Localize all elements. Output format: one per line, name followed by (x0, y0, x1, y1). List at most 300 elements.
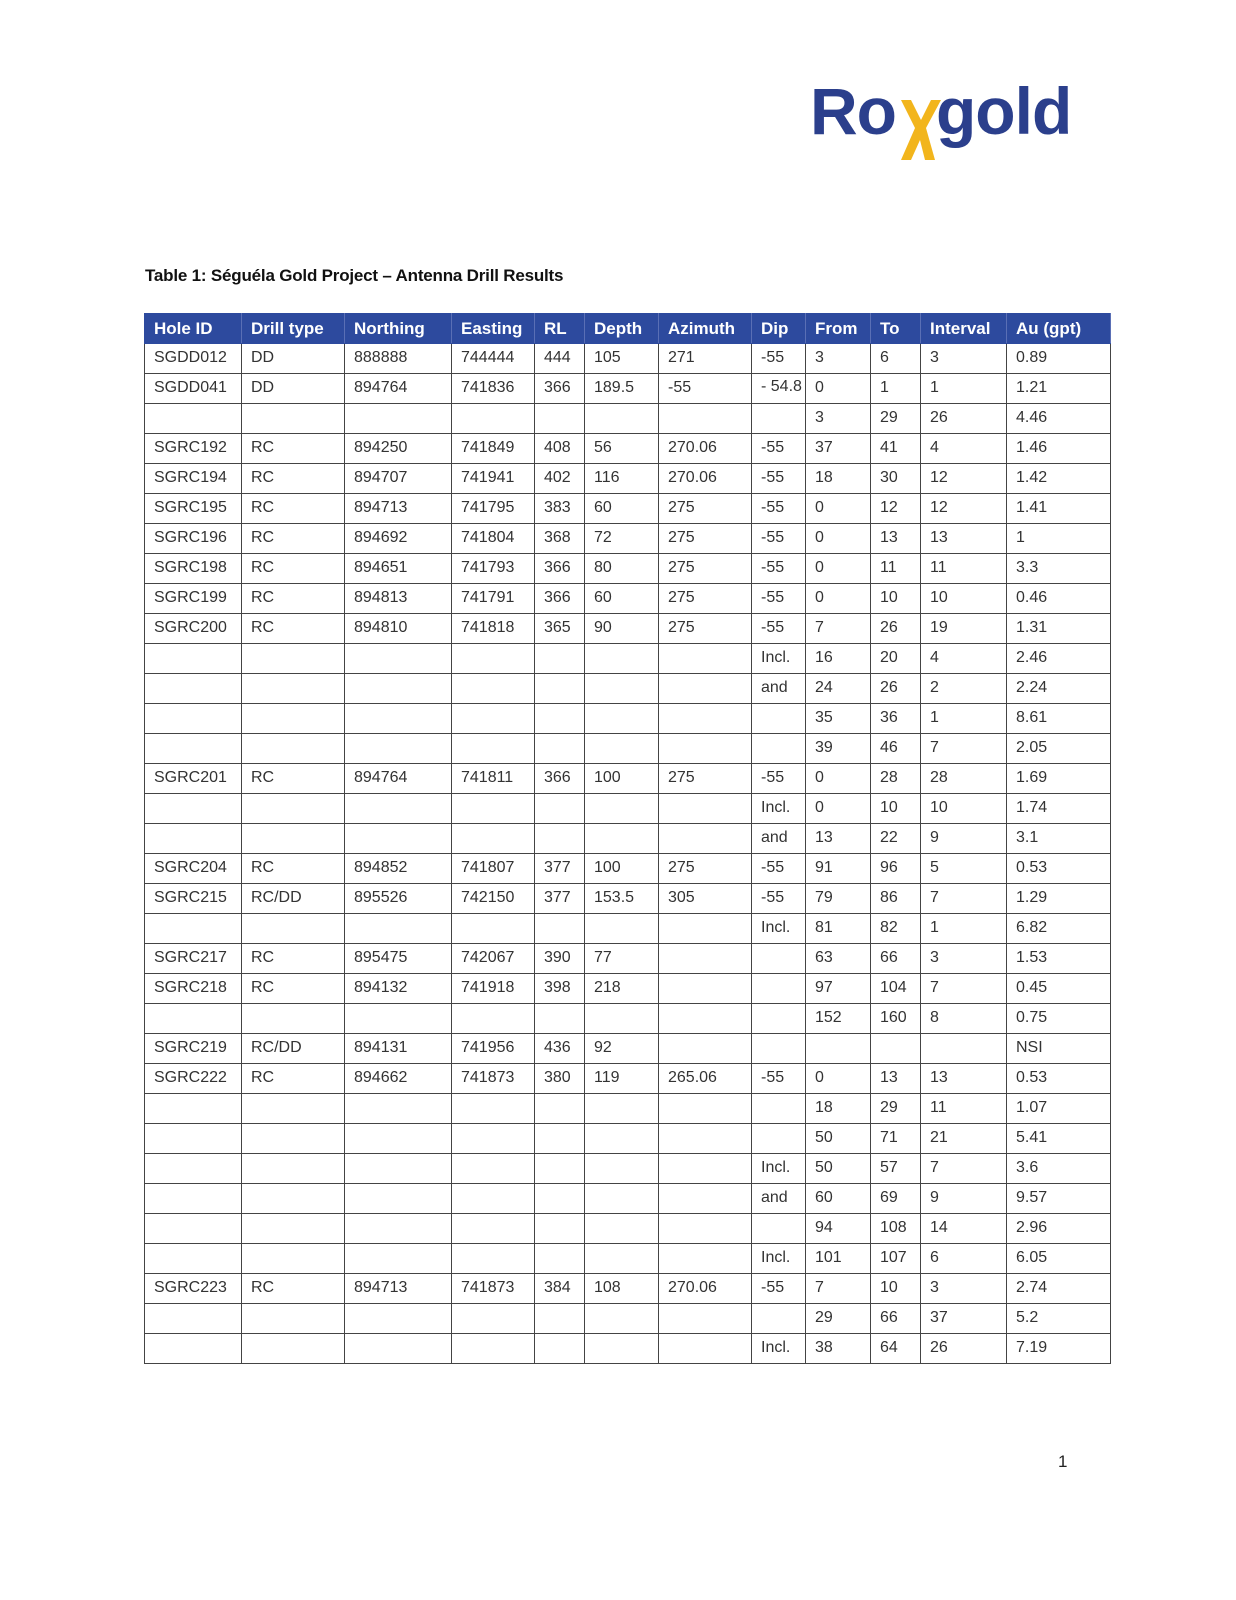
cell-au-gpt: 1.42 (1007, 464, 1111, 494)
cell-drill-type: RC (242, 1274, 345, 1304)
cell-drill-type: RC (242, 1064, 345, 1094)
cell-hole-id (145, 1094, 242, 1124)
cell-rl (535, 794, 585, 824)
cell-depth (585, 1124, 659, 1154)
cell-to: 10 (871, 794, 921, 824)
cell-drill-type: RC (242, 764, 345, 794)
cell-hole-id (145, 1214, 242, 1244)
cell-dip: Incl. (752, 644, 806, 674)
roxgold-logo (810, 72, 1080, 162)
cell-drill-type: RC (242, 554, 345, 584)
cell-from: 7 (806, 1274, 871, 1304)
cell-drill-type: RC (242, 434, 345, 464)
cell-depth: 218 (585, 974, 659, 1004)
cell-northing: 894707 (345, 464, 452, 494)
table-row (145, 554, 1111, 584)
cell-easting: 742150 (452, 884, 535, 914)
cell-to: 26 (871, 674, 921, 704)
header-to: To (871, 314, 921, 344)
cell-azimuth (659, 674, 752, 704)
cell-dip: -55 (752, 1274, 806, 1304)
cell-depth (585, 1004, 659, 1034)
cell-easting: 741811 (452, 764, 535, 794)
cell-dip: -55 (752, 554, 806, 584)
cell-rl (535, 1304, 585, 1334)
table-row (145, 1124, 1111, 1154)
cell-drill-type (242, 734, 345, 764)
cell-azimuth (659, 944, 752, 974)
cell-drill-type: RC (242, 944, 345, 974)
cell-depth: 60 (585, 494, 659, 524)
cell-interval: 28 (921, 764, 1007, 794)
table-row (145, 674, 1111, 704)
cell-depth (585, 1094, 659, 1124)
cell-to: 66 (871, 1304, 921, 1334)
cell-northing (345, 1244, 452, 1274)
table-row (145, 464, 1111, 494)
cell-northing (345, 1094, 452, 1124)
cell-easting (452, 704, 535, 734)
cell-from: 60 (806, 1184, 871, 1214)
cell-easting: 744444 (452, 344, 535, 374)
cell-drill-type (242, 1214, 345, 1244)
cell-interval: 12 (921, 494, 1007, 524)
cell-au-gpt: 2.46 (1007, 644, 1111, 674)
cell-to: 71 (871, 1124, 921, 1154)
cell-interval: 26 (921, 1334, 1007, 1364)
cell-from: 18 (806, 464, 871, 494)
cell-depth: 189.5 (585, 374, 659, 404)
cell-drill-type: DD (242, 374, 345, 404)
table-row (145, 704, 1111, 734)
cell-au-gpt: 8.61 (1007, 704, 1111, 734)
cell-to: 12 (871, 494, 921, 524)
cell-rl (535, 1214, 585, 1244)
cell-rl (535, 404, 585, 434)
cell-rl (535, 1154, 585, 1184)
table-row (145, 404, 1111, 434)
cell-from: 101 (806, 1244, 871, 1274)
cell-northing: 895475 (345, 944, 452, 974)
cell-azimuth (659, 1334, 752, 1364)
cell-northing (345, 404, 452, 434)
cell-interval: 37 (921, 1304, 1007, 1334)
cell-hole-id: SGDD012 (145, 344, 242, 374)
table-row (145, 1304, 1111, 1334)
header-drill-type: Drill type (242, 314, 345, 344)
cell-dip (752, 944, 806, 974)
cell-interval: 4 (921, 434, 1007, 464)
cell-depth: 80 (585, 554, 659, 584)
cell-northing: 894662 (345, 1064, 452, 1094)
cell-easting (452, 1244, 535, 1274)
cell-au-gpt: 0.89 (1007, 344, 1111, 374)
cell-interval: 1 (921, 374, 1007, 404)
table-header (145, 314, 1111, 344)
cell-northing: 894764 (345, 764, 452, 794)
cell-northing (345, 824, 452, 854)
cell-easting: 741849 (452, 434, 535, 464)
table-row (145, 1244, 1111, 1274)
cell-rl (535, 1094, 585, 1124)
cell-azimuth (659, 1154, 752, 1184)
cell-depth (585, 734, 659, 764)
cell-from: 0 (806, 794, 871, 824)
cell-easting: 741795 (452, 494, 535, 524)
cell-azimuth (659, 1214, 752, 1244)
cell-depth: 153.5 (585, 884, 659, 914)
cell-interval: 19 (921, 614, 1007, 644)
table-row (145, 914, 1111, 944)
cell-interval: 10 (921, 584, 1007, 614)
logo-x-mark-icon (899, 82, 943, 162)
cell-drill-type (242, 794, 345, 824)
cell-hole-id (145, 1124, 242, 1154)
table-row (145, 1094, 1111, 1124)
cell-hole-id (145, 644, 242, 674)
cell-au-gpt: 5.2 (1007, 1304, 1111, 1334)
cell-from: 0 (806, 494, 871, 524)
cell-easting: 742067 (452, 944, 535, 974)
cell-to (871, 1034, 921, 1064)
cell-dip: - 54.8 (752, 374, 806, 404)
cell-drill-type (242, 674, 345, 704)
cell-from: 50 (806, 1124, 871, 1154)
cell-au-gpt: 4.46 (1007, 404, 1111, 434)
cell-from: 38 (806, 1334, 871, 1364)
cell-easting (452, 1154, 535, 1184)
cell-dip (752, 1304, 806, 1334)
cell-au-gpt: 0.75 (1007, 1004, 1111, 1034)
cell-interval: 3 (921, 944, 1007, 974)
cell-dip: and (752, 824, 806, 854)
cell-easting: 741804 (452, 524, 535, 554)
cell-northing: 895526 (345, 884, 452, 914)
cell-au-gpt: 1.74 (1007, 794, 1111, 824)
cell-depth: 92 (585, 1034, 659, 1064)
cell-azimuth: 270.06 (659, 434, 752, 464)
cell-hole-id: SGRC199 (145, 584, 242, 614)
cell-au-gpt: 1 (1007, 524, 1111, 554)
table-row (145, 1034, 1111, 1064)
cell-drill-type: RC (242, 974, 345, 1004)
cell-au-gpt: 1.53 (1007, 944, 1111, 974)
logo-text-left: Ro (810, 74, 896, 148)
cell-hole-id: SGRC196 (145, 524, 242, 554)
cell-interval: 1 (921, 704, 1007, 734)
cell-northing: 894132 (345, 974, 452, 1004)
cell-to: 6 (871, 344, 921, 374)
cell-northing: 894250 (345, 434, 452, 464)
cell-to: 10 (871, 1274, 921, 1304)
cell-dip (752, 974, 806, 1004)
cell-from: 63 (806, 944, 871, 974)
cell-azimuth: 270.06 (659, 1274, 752, 1304)
cell-interval: 1 (921, 914, 1007, 944)
cell-azimuth: 275 (659, 584, 752, 614)
cell-dip (752, 1004, 806, 1034)
cell-au-gpt: 1.31 (1007, 614, 1111, 644)
cell-au-gpt: 6.05 (1007, 1244, 1111, 1274)
cell-hole-id: SGRC195 (145, 494, 242, 524)
cell-drill-type (242, 1304, 345, 1334)
cell-to: 1 (871, 374, 921, 404)
cell-depth (585, 1334, 659, 1364)
cell-easting: 741941 (452, 464, 535, 494)
page-number: 1 (1058, 1452, 1068, 1471)
cell-from: 0 (806, 374, 871, 404)
cell-rl (535, 734, 585, 764)
cell-depth (585, 824, 659, 854)
cell-to: 29 (871, 1094, 921, 1124)
cell-azimuth (659, 914, 752, 944)
cell-azimuth (659, 1184, 752, 1214)
cell-hole-id: SGRC200 (145, 614, 242, 644)
cell-rl: 408 (535, 434, 585, 464)
cell-drill-type (242, 1124, 345, 1154)
cell-to: 160 (871, 1004, 921, 1034)
cell-easting: 741956 (452, 1034, 535, 1064)
cell-interval: 11 (921, 554, 1007, 584)
cell-hole-id: SGRC204 (145, 854, 242, 884)
cell-hole-id (145, 1334, 242, 1364)
cell-hole-id: SGRC194 (145, 464, 242, 494)
cell-drill-type (242, 824, 345, 854)
cell-depth: 72 (585, 524, 659, 554)
cell-rl (535, 824, 585, 854)
table-row (145, 764, 1111, 794)
cell-from: 152 (806, 1004, 871, 1034)
cell-rl: 398 (535, 974, 585, 1004)
cell-to: 22 (871, 824, 921, 854)
cell-easting: 741873 (452, 1064, 535, 1094)
cell-drill-type (242, 1184, 345, 1214)
cell-azimuth (659, 734, 752, 764)
cell-to: 13 (871, 524, 921, 554)
header-from: From (806, 314, 871, 344)
cell-dip: -55 (752, 884, 806, 914)
cell-interval: 9 (921, 824, 1007, 854)
cell-hole-id: SGRC192 (145, 434, 242, 464)
cell-drill-type: RC (242, 854, 345, 884)
cell-depth (585, 704, 659, 734)
cell-depth: 100 (585, 854, 659, 884)
cell-easting: 741793 (452, 554, 535, 584)
cell-interval: 7 (921, 734, 1007, 764)
cell-azimuth (659, 1034, 752, 1064)
cell-to: 30 (871, 464, 921, 494)
cell-easting (452, 824, 535, 854)
table-row (145, 374, 1111, 404)
cell-from: 35 (806, 704, 871, 734)
cell-drill-type: RC (242, 614, 345, 644)
cell-dip: -55 (752, 524, 806, 554)
cell-azimuth (659, 1094, 752, 1124)
cell-to: 46 (871, 734, 921, 764)
header-hole-id: Hole ID (145, 314, 242, 344)
cell-azimuth (659, 1124, 752, 1154)
cell-drill-type: RC (242, 494, 345, 524)
cell-drill-type (242, 1334, 345, 1364)
cell-azimuth (659, 704, 752, 734)
cell-rl (535, 1124, 585, 1154)
cell-dip: and (752, 1184, 806, 1214)
cell-au-gpt: 2.96 (1007, 1214, 1111, 1244)
cell-from: 18 (806, 1094, 871, 1124)
cell-from: 79 (806, 884, 871, 914)
cell-au-gpt: 3.3 (1007, 554, 1111, 584)
cell-dip: Incl. (752, 794, 806, 824)
cell-azimuth: 265.06 (659, 1064, 752, 1094)
cell-depth (585, 674, 659, 704)
header-northing: Northing (345, 314, 452, 344)
cell-dip: -55 (752, 1064, 806, 1094)
cell-rl: 380 (535, 1064, 585, 1094)
cell-rl (535, 674, 585, 704)
cell-au-gpt: 6.82 (1007, 914, 1111, 944)
cell-rl (535, 704, 585, 734)
cell-rl: 384 (535, 1274, 585, 1304)
cell-northing (345, 734, 452, 764)
cell-drill-type: RC (242, 584, 345, 614)
cell-rl (535, 1334, 585, 1364)
cell-interval: 14 (921, 1214, 1007, 1244)
cell-easting: 741807 (452, 854, 535, 884)
cell-hole-id (145, 734, 242, 764)
table-row (145, 1004, 1111, 1034)
table-row (145, 644, 1111, 674)
cell-from: 3 (806, 344, 871, 374)
cell-from: 13 (806, 824, 871, 854)
cell-dip: -55 (752, 464, 806, 494)
cell-azimuth (659, 974, 752, 1004)
cell-depth (585, 914, 659, 944)
table-row (145, 524, 1111, 554)
cell-hole-id (145, 824, 242, 854)
cell-hole-id (145, 1154, 242, 1184)
cell-rl: 365 (535, 614, 585, 644)
cell-to: 82 (871, 914, 921, 944)
cell-from: 29 (806, 1304, 871, 1334)
cell-easting: 741918 (452, 974, 535, 1004)
cell-drill-type: RC (242, 464, 345, 494)
cell-dip: Incl. (752, 1154, 806, 1184)
cell-northing (345, 704, 452, 734)
cell-from: 0 (806, 1064, 871, 1094)
cell-azimuth: 305 (659, 884, 752, 914)
cell-northing: 894810 (345, 614, 452, 644)
cell-depth (585, 1304, 659, 1334)
cell-interval: 11 (921, 1094, 1007, 1124)
cell-from: 3 (806, 404, 871, 434)
cell-drill-type (242, 1154, 345, 1184)
cell-hole-id (145, 1244, 242, 1274)
cell-hole-id (145, 704, 242, 734)
cell-easting (452, 1214, 535, 1244)
cell-rl: 366 (535, 554, 585, 584)
cell-dip (752, 1034, 806, 1064)
cell-au-gpt: 5.41 (1007, 1124, 1111, 1154)
cell-hole-id: SGRC219 (145, 1034, 242, 1064)
table-row (145, 734, 1111, 764)
cell-au-gpt: 2.24 (1007, 674, 1111, 704)
cell-azimuth (659, 1244, 752, 1274)
cell-easting: 741818 (452, 614, 535, 644)
cell-dip: and (752, 674, 806, 704)
cell-dip: Incl. (752, 914, 806, 944)
cell-hole-id: SGDD041 (145, 374, 242, 404)
cell-northing: 888888 (345, 344, 452, 374)
cell-depth: 56 (585, 434, 659, 464)
cell-dip (752, 734, 806, 764)
cell-drill-type: DD (242, 344, 345, 374)
cell-au-gpt: 1.29 (1007, 884, 1111, 914)
cell-from: 24 (806, 674, 871, 704)
cell-hole-id: SGRC217 (145, 944, 242, 974)
cell-from: 0 (806, 554, 871, 584)
cell-depth: 77 (585, 944, 659, 974)
cell-interval: 12 (921, 464, 1007, 494)
cell-hole-id: SGRC201 (145, 764, 242, 794)
cell-to: 86 (871, 884, 921, 914)
cell-dip: -55 (752, 764, 806, 794)
cell-depth: 116 (585, 464, 659, 494)
cell-from (806, 1034, 871, 1064)
cell-northing (345, 1124, 452, 1154)
cell-interval: 8 (921, 1004, 1007, 1034)
header-au-gpt: Au (gpt) (1007, 314, 1111, 344)
drill-results-table (144, 313, 1111, 1364)
cell-hole-id: SGRC215 (145, 884, 242, 914)
cell-au-gpt: 1.07 (1007, 1094, 1111, 1124)
cell-depth (585, 1184, 659, 1214)
cell-to: 108 (871, 1214, 921, 1244)
header-interval: Interval (921, 314, 1007, 344)
cell-rl (535, 914, 585, 944)
cell-to: 66 (871, 944, 921, 974)
cell-northing: 894852 (345, 854, 452, 884)
cell-northing (345, 1184, 452, 1214)
cell-from: 0 (806, 524, 871, 554)
cell-au-gpt: 0.53 (1007, 854, 1111, 884)
cell-azimuth: 275 (659, 764, 752, 794)
cell-au-gpt: 0.46 (1007, 584, 1111, 614)
cell-drill-type: RC/DD (242, 884, 345, 914)
cell-to: 11 (871, 554, 921, 584)
cell-au-gpt: 0.53 (1007, 1064, 1111, 1094)
cell-to: 96 (871, 854, 921, 884)
cell-interval: 13 (921, 524, 1007, 554)
table-row (145, 944, 1111, 974)
cell-northing: 894651 (345, 554, 452, 584)
cell-to: 104 (871, 974, 921, 1004)
cell-dip: -55 (752, 854, 806, 884)
header-row (145, 314, 1111, 344)
cell-interval: 26 (921, 404, 1007, 434)
logo-text-right: gold (935, 74, 1072, 148)
cell-easting (452, 404, 535, 434)
cell-azimuth: 275 (659, 494, 752, 524)
cell-rl: 377 (535, 884, 585, 914)
header-dip: Dip (752, 314, 806, 344)
cell-interval: 7 (921, 884, 1007, 914)
cell-interval: 13 (921, 1064, 1007, 1094)
cell-easting: 741873 (452, 1274, 535, 1304)
table-row (145, 1064, 1111, 1094)
cell-depth: 100 (585, 764, 659, 794)
cell-azimuth (659, 1304, 752, 1334)
cell-au-gpt: 0.45 (1007, 974, 1111, 1004)
